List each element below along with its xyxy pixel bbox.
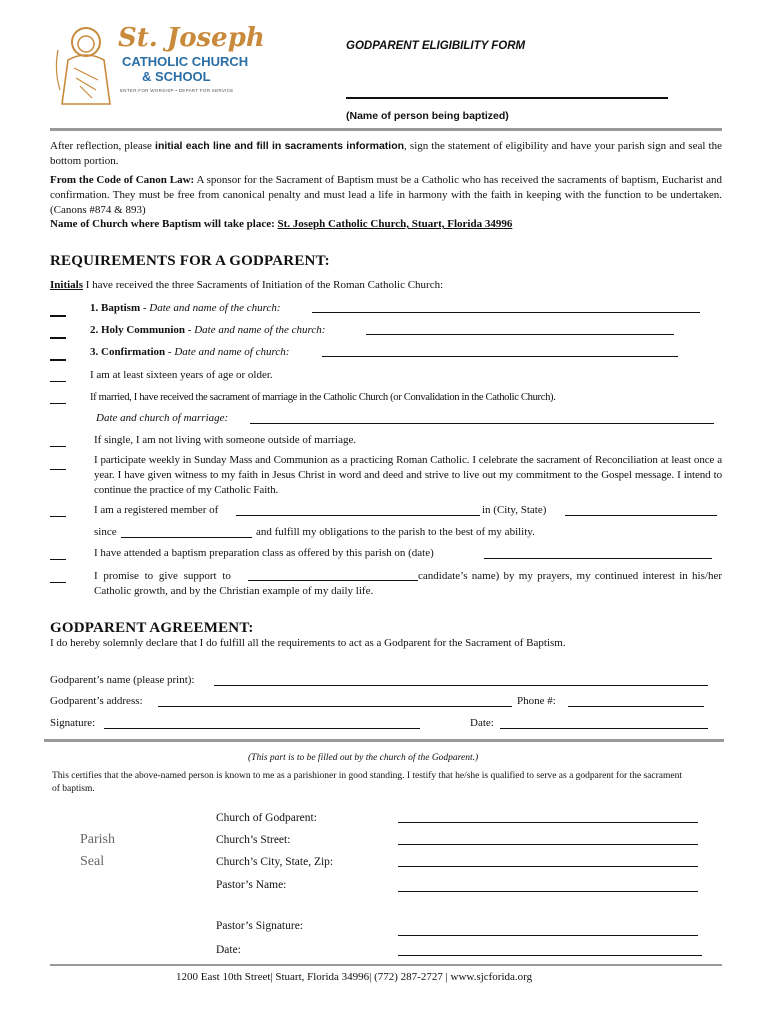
- communion-field[interactable]: [366, 334, 674, 335]
- initial-prep-class[interactable]: [50, 559, 66, 560]
- baptized-name-caption: (Name of person being baptized): [346, 110, 509, 122]
- communion-label: 2. Holy Communion: [90, 324, 186, 336]
- church-city-label: Church’s City, State, Zip:: [216, 856, 334, 868]
- form-title: GODPARENT ELIGIBILITY FORM: [346, 40, 526, 52]
- baptism-hint: - Date and name of the church:: [140, 302, 281, 314]
- confirmation-label: 3. Confirmation: [90, 346, 166, 358]
- church-logo: [50, 20, 280, 106]
- agreement-date-field[interactable]: [500, 728, 708, 729]
- single-statement: If single, I am not living with someone outside of marriage.: [94, 434, 357, 446]
- certify-text: This certifies that the above-named person is known to me as a parishioner in good standing. I testify that he/she is qualified to serve as a godparent for the sacrament of baptism.: [52, 771, 682, 794]
- pastor-signature-field[interactable]: [398, 935, 698, 936]
- pastor-name-label: Pastor’s Name:: [216, 879, 287, 891]
- saint-joseph-illustration-icon: [50, 20, 120, 106]
- initial-married[interactable]: [50, 403, 66, 404]
- member-city-label: in (City, State): [482, 504, 547, 516]
- marriage-field[interactable]: [250, 423, 714, 424]
- signature-label: Signature:: [50, 717, 96, 729]
- baptism-row: [90, 301, 281, 316]
- since-pre: since: [94, 526, 117, 538]
- married-statement: If married, I have received the sacrament of marriage in the Catholic Church (or Convalidation in the Catholic Church).: [90, 392, 556, 403]
- church-of-godparent-field[interactable]: [398, 822, 698, 823]
- godparent-name-field[interactable]: [214, 685, 708, 686]
- initial-age[interactable]: [50, 381, 66, 382]
- church-city-field[interactable]: [398, 866, 698, 867]
- intro-post: , sign the statement of eligibility and have your parish sign and seal the bottom portion.: [50, 140, 722, 167]
- promise-pre: I promise to give support to: [94, 570, 231, 582]
- logo-line2: CATHOLIC CHURCH: [122, 54, 249, 69]
- intro-bold: initial each line and fill in sacraments information: [155, 140, 405, 152]
- agreement-heading: GODPARENT AGREEMENT:: [50, 620, 254, 636]
- since-field[interactable]: [121, 537, 252, 538]
- agreement-divider: [44, 739, 724, 742]
- canon-body: A sponsor for the Sacrament of Baptism must be a Catholic who has received the sacraments of baptism, Eucharist and confirmation. They must be free from canonical penalty and must lead a life in harmony with the faith in keeping with the function to be undertaken. (Canons #874 & 893): [50, 174, 722, 216]
- initials-text: I have received the three Sacraments of Initiation of the Roman Catholic Church:: [83, 279, 444, 291]
- city-state-field[interactable]: [565, 515, 717, 516]
- seal-line1: Parish: [80, 832, 115, 847]
- agreement-date-label: Date:: [470, 717, 494, 729]
- agreement-text: I do hereby solemnly declare that I do fulfill all the requirements to act as a Godparent for the Sacrament of Baptism.: [50, 637, 566, 649]
- seal-line2: Seal: [80, 854, 105, 869]
- parish-seal-label: [80, 829, 115, 873]
- requirements-heading: REQUIREMENTS FOR A GODPARENT:: [50, 253, 330, 269]
- pastor-signature-label: Pastor’s Signature:: [216, 920, 303, 932]
- baptism-church: [50, 217, 722, 232]
- church-street-field[interactable]: [398, 844, 698, 845]
- church-note: (This part is to be filled out by the church of the Godparent.): [248, 753, 479, 763]
- since-post: and fulfill my obligations to the parish to the best of my ability.: [256, 526, 535, 538]
- initials-line: [50, 278, 443, 293]
- communion-hint: - Date and name of the church:: [185, 324, 326, 336]
- initial-confirmation[interactable]: [50, 359, 66, 361]
- church-date-field[interactable]: [398, 955, 702, 956]
- member-pre: I am a registered member of: [94, 504, 219, 516]
- church-date-label: Date:: [216, 944, 241, 956]
- marriage-hint-label: Date and church of marriage:: [96, 412, 229, 424]
- footer-divider: [50, 964, 722, 966]
- intro-pre: After reflection, please: [50, 140, 156, 152]
- baptized-name-line[interactable]: [346, 97, 668, 99]
- initial-participate[interactable]: [50, 469, 66, 470]
- baptism-field[interactable]: [312, 312, 700, 313]
- intro-text: [50, 139, 722, 169]
- marriage-hint: [96, 411, 228, 426]
- participate-statement: I participate weekly in Sunday Mass and Communion as a practicing Roman Catholic. I celebrate the sacrament of Reconciliation at least once a year. I have given witness to my faith in Jesus Christ in word and deed and strive to live out my commitment to the Gospel message. I intend to continue the practice of my Catholic Faith.: [94, 454, 722, 496]
- confirmation-row: [90, 345, 289, 360]
- promise-post: [94, 569, 722, 599]
- initials-label: Initials: [50, 279, 84, 291]
- godparent-name-label: Godparent’s name (please print):: [50, 674, 195, 686]
- footer-address: 1200 East 10th Street| Stuart, Florida 34996| (772) 287-2727 | www.sjcforida.org: [176, 971, 533, 983]
- initial-baptism[interactable]: [50, 315, 66, 317]
- initial-communion[interactable]: [50, 337, 66, 339]
- initial-single[interactable]: [50, 446, 66, 447]
- church-street-label: Church’s Street:: [216, 834, 291, 846]
- godparent-address-label: Godparent’s address:: [50, 695, 143, 707]
- prep-date-field[interactable]: [484, 558, 712, 559]
- parish-name-field[interactable]: [236, 515, 480, 516]
- header-divider: [50, 128, 722, 131]
- church-of-godparent-label: Church of Godparent:: [216, 812, 317, 824]
- logo-line3: & SCHOOL: [142, 69, 211, 84]
- godparent-address-field[interactable]: [158, 706, 512, 707]
- initial-promise[interactable]: [50, 582, 66, 583]
- initial-member[interactable]: [50, 516, 66, 517]
- prep-statement: I have attended a baptism preparation class as offered by this parish on (date): [94, 547, 434, 559]
- communion-row: [90, 323, 325, 338]
- canon-law-text: [50, 173, 722, 218]
- signature-field[interactable]: [104, 728, 420, 729]
- baptism-church-value: St. Joseph Catholic Church, Stuart, Florida 34996: [277, 218, 513, 230]
- logo-tagline: ENTER FOR WORSHIP • DEPART FOR SERVICE: [120, 88, 234, 93]
- age-statement: I am at least sixteen years of age or older.: [90, 369, 273, 381]
- pastor-name-field[interactable]: [398, 891, 698, 892]
- promise-post-text: candidate’s name) by my prayers, my continued interest in his/her Catholic growth, and by the Christian example of my daily life.: [94, 570, 722, 597]
- canon-label: From the Code of Canon Law:: [50, 174, 195, 186]
- phone-label: Phone #:: [517, 695, 556, 707]
- baptism-church-label: Name of Church where Baptism will take place:: [50, 218, 278, 230]
- phone-field[interactable]: [568, 706, 704, 707]
- logo-line1: St. Joseph: [118, 23, 265, 53]
- baptism-label: 1. Baptism: [90, 302, 141, 314]
- confirmation-field[interactable]: [322, 356, 678, 357]
- confirmation-hint: - Date and name of church:: [165, 346, 290, 358]
